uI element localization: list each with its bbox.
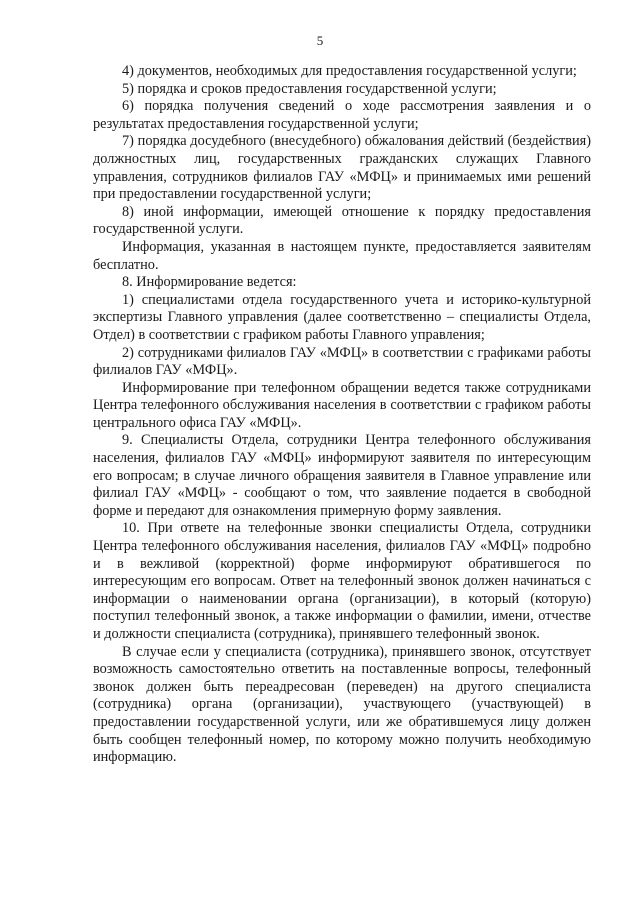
list-item-2-mfc-staff: 2) сотрудниками филиалов ГАУ «МФЦ» в соответствии с графиками работы филиалов ГАУ «МФЦ». (93, 344, 591, 379)
list-item-4-documents: 4) документов, необходимых для предоставления государственной услуги; (122, 63, 577, 79)
page-number: 5 (316, 33, 324, 48)
section-8-heading: 8. Информирование ведется: (122, 274, 297, 291)
section-9-paragraph: 9. Специалисты Отдела, сотрудники Центра телефонного обслуживания населения, филиалов ГАУ «МФЦ» информируют заявителя по интересующим его вопросам; в случае личного обращения заявителя в Главное управление или филиал ГАУ «МФЦ» - сообщают о том, что заявление подается в свободной форме и передают для ознакомления примерную форму заявления. (93, 432, 591, 519)
list-item-1-department-specialists: 1) специалистами отдела государственного учета и историко-культурной экспертизы Главного управления (далее соответственно – специалисты Отдела, Отдел) в соответствии с графиком работы Главного управления; (93, 291, 591, 343)
paragraph-call-redirect: В случае если у специалиста (сотрудника), принявшего звонок, отсутствует возможность самостоятельно ответить на поставленные вопросы, телефонный звонок должен быть переадресован (переведен) на другого специалиста (сотрудника) органа (организации), участвующего (участвующей) в предоставлении государственной услуги, или же обратившемуся лицу должен быть сообщен телефонный номер, по которому можно получить необходимую информацию. (93, 643, 591, 766)
list-item-5-procedure-terms: 5) порядка и сроков предоставления государственной услуги; (122, 80, 497, 97)
paragraph-phone-informing: Информирование при телефонном обращении ведется также сотрудниками Центра телефонного обслуживания населения в соответствии с графиком работы центрального офиса ГАУ «МФЦ». (93, 379, 591, 431)
list-item-8-other-info: 8) иной информации, имеющей отношение к порядку предоставления государственной услуги. (93, 203, 591, 238)
list-item-7-appeal-procedure: 7) порядка досудебного (внесудебного) обжалования действий (бездействия) должностных лиц, государственных гражданских служащих Главного управления, сотрудников филиалов ГАУ «МФЦ» и принимаемых ими решений при предоставлении государственной услуги; (93, 133, 591, 203)
paragraph-free-information: Информация, указанная в настоящем пункте, предоставляется заявителям бесплатно. (93, 238, 591, 273)
document-body (93, 63, 591, 767)
list-item-6-status-info: 6) порядка получения сведений о ходе рассмотрения заявления и о результатах предоставления государственной услуги; (93, 98, 591, 132)
section-10-paragraph: 10. При ответе на телефонные звонки специалисты Отдела, сотрудники Центра телефонного обслуживания населения, филиалов ГАУ «МФЦ» подробно и в вежливой (корректной) форме информируют обратившегося по интересующим его вопросам. Ответ на телефонный звонок должен начинаться с информации о наименовании органа (организации), в который (которую) поступил телефонный звонок, а также информации о фамилии, имени, отчестве и должности специалиста (сотрудника), принявшего телефонный звонок. (93, 520, 591, 642)
